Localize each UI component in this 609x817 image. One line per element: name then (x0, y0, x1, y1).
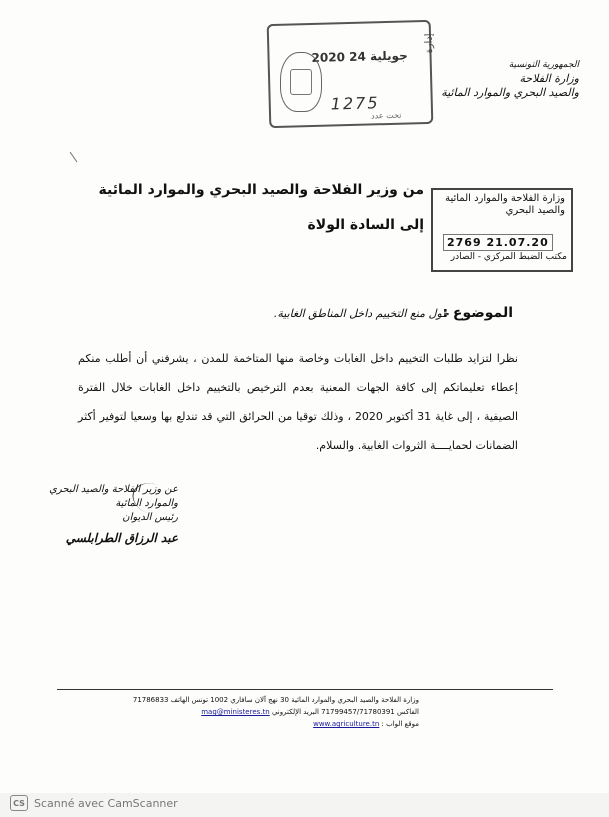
office-stamp-ministry: وزارة الفلاحة والموارد المائية والصيد البحري (445, 193, 565, 216)
received-stamp-bottom-label: تحت عدد (370, 110, 402, 121)
signatory-name: عبد الرزاق الطرابلسي (65, 531, 178, 545)
letterhead-ministry-sub: والصيد البحري والموارد المائية (441, 86, 579, 99)
received-stamp-date: 2020 جويلية 24 (311, 48, 408, 65)
footer-email-link[interactable]: mag@ministeres.tn (201, 708, 270, 716)
received-stamp-side-label: إدارة (423, 33, 435, 54)
letterhead-country: الجمهورية التونسية (508, 60, 579, 70)
camscanner-logo-icon: CS (10, 795, 28, 811)
office-stamp-number: 2769 21.07.20 (443, 234, 553, 251)
letter-body: نظرا لتزايد طلبات التخييم داخل الغابات وخاصة منها المتاخمة للمدن ، يشرفني أن أطلب منكم إعطاء تعليماتكم إلى كافة الجهات المعنية بعدم الترخيص بالتخييم داخل الغابات خلال الفترة الصيفية ، إلى غاية 31 أكتوبر 2020 ، وذلك توقيا من الحرائق التي قد تندلع بها وسعيا لتوفير أكثر الضمانات لحمايــــة الثروات الغابية. والسلام. (78, 352, 518, 452)
signature-block (38, 483, 178, 545)
subject-text: حول منع التخييم داخل المناطق الغابية. (273, 307, 449, 320)
camscanner-text: Scanné avec CamScanner (34, 796, 178, 810)
camscanner-watermark (10, 795, 178, 811)
footer-web-label: موقع الواب : (381, 720, 419, 728)
emblem-seal-icon (280, 52, 322, 112)
letterhead (419, 58, 579, 100)
title-to: إلى السادة الولاة (307, 217, 424, 233)
signature-line-3: رئيس الديوان (122, 512, 178, 523)
footer-address: وزارة الفلاحة والصيد البحري والموارد المائية 30 نهج آلان سافاري 1002 تونس الهاتف 71786833 (132, 696, 419, 704)
footer-web (99, 718, 419, 730)
office-stamp-office: مكتب الضبط المركزي - الصادر (450, 252, 567, 262)
subject-label: الموضوع : (442, 305, 513, 321)
received-stamp-number: 1275 (330, 93, 380, 114)
footer-web-link[interactable]: www.agriculture.tn (313, 720, 380, 728)
signature-line-2: والموارد المائية (115, 498, 178, 509)
footer-contact (99, 706, 419, 718)
footer-fax: الفاكس 71799457/71780391 البريد الإلكتروني (271, 708, 419, 716)
scan-mark (70, 152, 78, 162)
letterhead-ministry: وزارة الفلاحة (519, 72, 579, 85)
signature-line-1: عن وزير الفلاحة والصيد البحري (49, 484, 178, 495)
footer-divider (57, 689, 553, 690)
office-stamp (431, 188, 573, 272)
title-from: من وزير الفلاحة والصيد البحري والموارد المائية (98, 182, 424, 198)
footer (99, 694, 419, 730)
